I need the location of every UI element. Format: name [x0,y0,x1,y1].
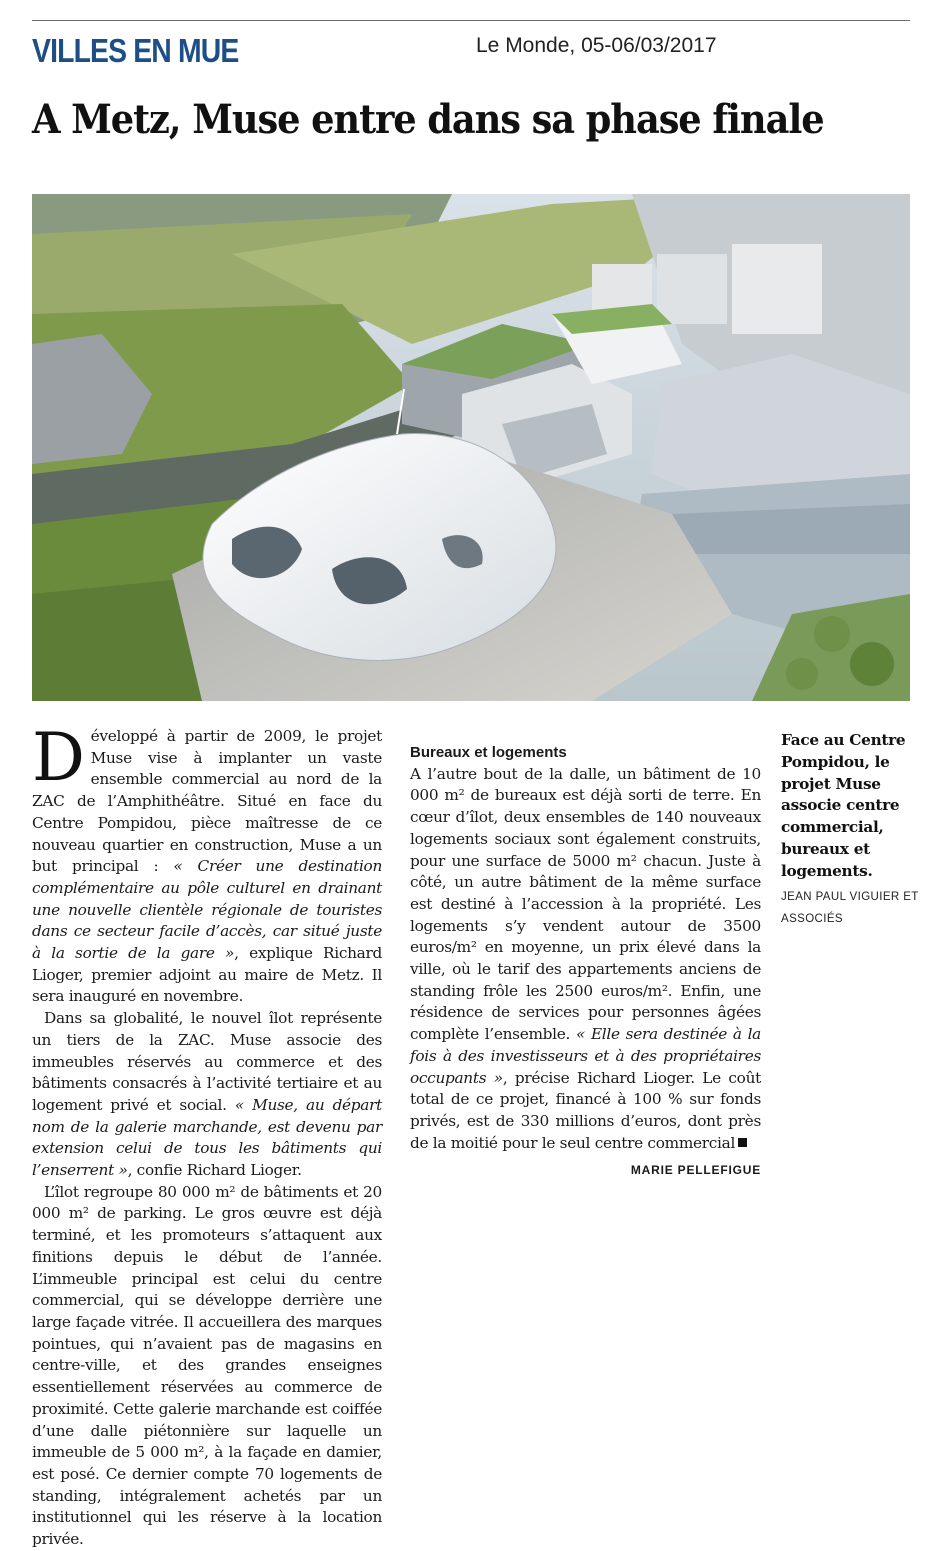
article-photo [32,194,910,701]
end-mark-icon [738,1138,747,1147]
headline: A Metz, Muse entre dans sa phase finale [32,96,824,143]
article-column-2 [410,726,761,1182]
paragraph-4-text: A l’autre bout de la dalle, un bâtiment de 10 000 m² de bureaux est déjà sorti de terre. En cœur d’îlot, deux ensembles de 140 nouveaux logements sociaux sont également construits, pour une surface de 5000 m² chacun. Juste à côté, un autre bâtiment de la même surface est destiné à l’accession à la propriété. Les logements s’y vendent autour de 3500 euros/m² en moyenne, un prix élevé dans la ville, où le tarif des appartements anciens de standing frôle les 2500 euros/m². Enfin, une résidence de services pour personnes âgées complète l’ensemble. [410,764,761,1044]
paragraph-2-text: Dans sa globalité, le nouvel îlot représente un tiers de la ZAC. Muse associe des immeubles réservés au commerce et des bâtiments consacrés à l’activité tertiaire et au logement privé et social. [32,1009,382,1114]
photo-credit: JEAN PAUL VIGUIER ET ASSOCIÉS [781,891,919,925]
source-date: Le Monde, 05-06/03/2017 [476,34,717,57]
drop-cap: D [32,719,85,796]
article-column-1 [32,719,382,1551]
section-rubric: VILLES EN MUE [32,32,239,69]
byline: MARIE PELLEFIGUE [630,1163,761,1178]
paragraph-4-end: , précise Richard Lioger. Le coût total de ce projet, financé à 100 % sur fonds privés, est de 330 millions d’euros, dont près de la moitié pour le seul centre commercial [410,1068,761,1152]
paragraph-3-text: L’îlot regroupe 80 000 m² de bâtiments et 20 000 m² de parking. Le gros œuvre est déjà terminé, et les promoteurs s’attaquent aux finitions depuis le début de l’année. L’immeuble principal est celui du centre commercial, qui se développe derrière une large façade vitrée. Il accueillera des marques pointues, qui n’avaient pas de magasins en centre-ville, et des grandes enseignes essentiellement réservées au commerce de proximité. Cette galerie marchande est coiffée d’une dalle piétonnière sur laquelle un immeuble de 5 000 m², à la façade en damier, est posé. Ce dernier compte 70 logements de standing, intégralement achetés par un institutionnel qui les réserve à la location privée. [32,1182,382,1549]
paragraph-2-quote: « Muse, au départ nom de la galerie marchande, est devenu par extension celui de tous les bâtiments qui l’enserrent » [32,1095,382,1180]
paragraph-1-end: , explique Richard Lioger, premier adjoint au maire de Metz. Il sera inauguré en novembre. [32,944,382,1006]
photo-caption: Face au Centre Pompidou, le projet Muse associe centre commercial, bureaux et logements. [781,731,906,880]
top-rule [32,20,910,21]
paragraph-1-text: éveloppé à partir de 2009, le projet Muse vise à implanter un vaste ensemble commercial au nord de la ZAC de l’Amphithéâtre. Situé en face du Centre Pompidou, pièce maîtresse de ce nouveau quartier en construction, Muse a un but principal : [32,727,382,876]
paragraph-4-quote: « Elle sera destinée à la fois à des investisseurs et à des propriétaires occupants » [410,1025,761,1087]
paragraph-2-end: , confie Richard Lioger. [127,1161,302,1180]
subheading: Bureaux et logements [410,744,567,761]
paragraph-1-quote: « Créer une destination complémentaire au pôle culturel en drainant une nouvelle clientèle régionale de touristes dans ce secteur facile d’accès, car situé juste à la sortie de la gare » [32,857,382,963]
